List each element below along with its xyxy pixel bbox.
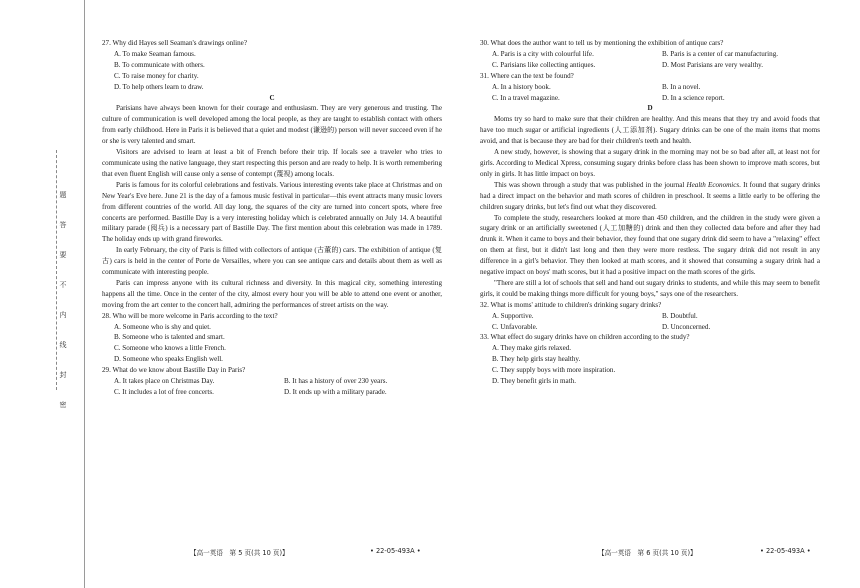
option: A. To make Seaman famous. <box>114 49 196 58</box>
option: B. It has a history of over 230 years. <box>284 377 388 386</box>
question-31: 31. Where can the text be found? <box>480 71 574 80</box>
option: C. It includes a lot of free concerts. <box>114 388 214 396</box>
option: D. To help others learn to draw. <box>114 82 204 91</box>
option: B. To communicate with others. <box>114 60 205 69</box>
option: D. Most Parisians are very wealthy. <box>662 60 763 69</box>
page-footer-left: 【高一英语 第 5 页(共 10 页)】 <box>190 549 289 557</box>
option: C. They supply boys with more inspiration. <box>492 366 616 375</box>
seal-char: 答 <box>59 221 67 229</box>
seal-char: 题 <box>59 191 67 199</box>
seal-char: 封 <box>59 371 67 379</box>
option: D. It ends up with a military parade. <box>284 388 387 396</box>
paragraph: Paris can impress anyone with its cultural richness and diversity. In this magical city, something interesting happens all the time. Once in the center of the city, almost every hour you will be able to attend one event or another, moving from the art center to the concert hall, admiring the performances of street artists on the way. <box>102 278 442 309</box>
page-code-left: • 22-05-493A • <box>370 547 421 555</box>
question-28: 28. Who will be more welcome in Paris according to the text? <box>102 311 278 320</box>
seal-char: 要 <box>59 251 67 259</box>
question-30: 30. What does the author want to tell us by mentioning the exhibition of antique cars? <box>480 39 724 47</box>
left-column <box>102 38 442 398</box>
question-27: 27. Why did Hayes sell Seaman's drawings online? <box>102 39 247 47</box>
option: C. Someone who knows a little French. <box>114 344 226 353</box>
option: B. In a novel. <box>662 82 701 91</box>
paragraph: In early February, the city of Paris is filled with collectors of antique (古董的) cars. The exhibition of antique (复古) cars is held in the center of Porte de Versailles, where you can see antique cars and details about them as well as communicate with interesting people. <box>102 246 442 277</box>
option: A. Someone who is shy and quiet. <box>114 322 211 331</box>
option: B. Paris is a center of car manufacturing. <box>662 49 779 58</box>
option: B. Doubtful. <box>662 311 698 320</box>
section-heading-d: D <box>647 104 653 113</box>
right-column <box>480 38 820 387</box>
option: A. They make girls relaxed. <box>492 344 572 353</box>
option: C. Parisians like collecting antiques. <box>492 60 596 69</box>
option: C. To raise money for charity. <box>114 71 199 80</box>
option: D. Unconcerned. <box>662 322 711 331</box>
option: C. In a travel magazine. <box>492 93 560 102</box>
paragraph: Moms try so hard to make sure that their children are healthy. And this means that they try and avoid foods that have too much sugar or artificial ingredients (人工添加剂). Sugary drinks can be one of the main items that moms avoid, and that is because they are bad for their children's teeth and health. <box>480 115 820 146</box>
paragraph: Parisians have always been known for their courage and enthusiasm. They are very generous and trusting. The culture of communication is well developed among the local people, as they are taught to establish contact with others from early childhood. Here in Paris it is believed that a quiet and modest (谦逊的) person will never succeed even if he or she is very talented and smart. <box>102 104 442 146</box>
option: D. In a science report. <box>662 93 725 102</box>
seal-char: 内 <box>59 311 67 319</box>
paragraph: This was shown through a study that was published in the journal Health Economics. It found that sugary drinks had a direct impact on the behavior and math scores of children in preschool. It seems a little early to be offering the children sugary drinks, but let's find out what they discovered. <box>480 180 820 211</box>
page-code-right: • 22-05-493A • <box>760 547 811 555</box>
option: B. Someone who is talented and smart. <box>114 333 225 342</box>
paragraph: Visitors are advised to learn at least a bit of French before their trip. If locals see a traveler who tries to communicate using the native language, they start respecting this person and are ready to help. It is worth remembering that even fluent English will cause only a sense of contempt (蔑视) among locals. <box>102 148 442 178</box>
paragraph: Paris is famous for its colorful celebrations and festivals. Various interesting events take place at Christmas and on New Year's Eve here. June 21 is the day of a famous music festival in particular—this event attracts many music lovers from different countries of the world. All day long, the squares of the city are turned into concert spots, where free concerts are performed. Bastille Day is a very interesting holiday which is celebrated annually on July 14. A beautiful military parade (阅兵) is a necessary part of Bastille Day. The first mention about this celebration was made in 1789. The holiday ends up with grand fireworks. <box>102 180 442 244</box>
section-heading-c: C <box>269 93 275 102</box>
margin-rule <box>84 0 85 588</box>
option: A. Supportive. <box>492 311 534 320</box>
option: C. Unfavorable. <box>492 322 538 331</box>
paragraph: To complete the study, researchers looked at more than 450 children, and the children in the study were given a sugary drink or an artificially sweetened (人工加糖的) drink and then they collected data before and after they had drunk it. When it came to boys and their behavior, they found that one sugary drink did seem to have a "relaxing" effect on them at first, but it didn't last long and then they were more restless. The sugary drink did not result in any difference in a girl's behavior. They then looked at math scores, and it showed that consuming a sugary drink had a negative impact on boys' math scores, but it had a positive impact on the math scores of the girls. <box>480 213 820 277</box>
seal-char: 线 <box>59 341 67 349</box>
page-footer-right: 【高一英语 第 6 页(共 10 页)】 <box>598 549 697 557</box>
option: D. They benefit girls in math. <box>492 377 576 386</box>
option: A. It takes place on Christmas Day. <box>114 377 215 386</box>
paragraph: A new study, however, is showing that a sugary drink in the morning may not be so bad after all, at least not for girls. According to Medical Xpress, consuming sugary drinks before class has been shown to improve math scores, but only in girls. It has little impact on boys. <box>480 148 820 178</box>
seal-line-notice <box>56 190 70 410</box>
option: D. Someone who speaks English well. <box>114 355 223 364</box>
journal-title: Health Economics <box>686 180 740 189</box>
paragraph: "There are still a lot of schools that sell and hand out sugary drinks to students, and while this may seem to benefit girls, it could be making things more difficult for young boys," says one of the researchers. <box>480 278 820 298</box>
binding-margin <box>0 0 84 588</box>
seal-char: 不 <box>59 281 67 289</box>
question-33: 33. What effect do sugary drinks have on children according to the study? <box>480 333 690 342</box>
option: B. They help girls stay healthy. <box>492 355 581 364</box>
question-32: 32. What is moms' attitude to children's drinking sugary drinks? <box>480 300 662 309</box>
question-29: 29. What do we know about Bastille Day in Paris? <box>102 366 246 375</box>
option: A. In a history book. <box>492 82 551 91</box>
option: A. Paris is a city with colourful life. <box>492 49 594 58</box>
seal-char: 密 <box>59 401 67 409</box>
